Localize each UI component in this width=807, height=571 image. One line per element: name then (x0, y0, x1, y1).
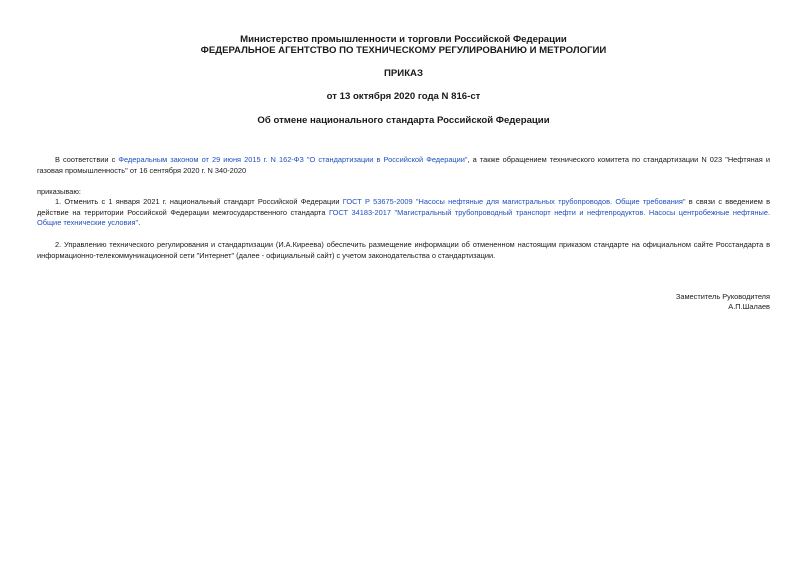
order-date: от 13 октября 2020 года N 816-ст (326, 91, 481, 102)
gost-34183-link[interactable]: ГОСТ 34183-2017 "Магистральный трубопроводный транспорт нефти и нефтепродуктов. Насосы центробежные нефтяные. Общие технические условия" (37, 207, 770, 227)
order-word: приказываю: (37, 187, 81, 196)
basis-text-2: , а также обращением технического комитета по стандартизации N 023 "Нефтяная и газовая промышленность" от 16 сентября 2020 г. N 340-2020 (37, 155, 770, 175)
order-subject: Об отмене национального стандарта Российской Федерации (257, 115, 550, 126)
agency-name: ФЕДЕРАЛЬНОЕ АГЕНТСТВО ПО ТЕХНИЧЕСКОМУ РЕГУЛИРОВАНИЮ И МЕТРОЛОГИИ (200, 45, 607, 56)
item2-text-1: 2. Управлению технического регулирования и стандартизации (И.А.Киреева) обеспечить размещение информации об отмененном настоящим приказом стандарте на официальном сайте Росстандарта в информационно-телекоммуникационной сети "Интернет" (далее - официальный сайт) с учетом законодательства о стандартизации. (37, 240, 770, 260)
federal-law-link[interactable]: Федеральным законом от 29 июня 2015 г. N 162-ФЗ "О стандартизации в Российской Федерации" (118, 155, 468, 164)
basis-paragraph (37, 155, 770, 176)
item1-text-2: в связи с введением в действие на территории Российской Федерации межгосударственного стандарта (37, 197, 771, 217)
order-item-2 (37, 240, 770, 261)
signer-position: Заместитель Руководителя (675, 292, 770, 301)
order-item-1 (37, 197, 770, 229)
gost-r-53675-link[interactable]: ГОСТ Р 53675-2009 "Насосы нефтяные для магистральных трубопроводов. Общие требования" (342, 197, 686, 206)
item1-text-1: 1. Отменить с 1 января 2021 г. национальный стандарт Российской Федерации (55, 197, 343, 206)
basis-text-1: В соответствии с (55, 155, 119, 164)
document-page (37, 0, 770, 571)
ministry-name: Министерство промышленности и торговли Российской Федерации (240, 34, 567, 45)
item1-text-3: . (138, 218, 141, 227)
order-type: ПРИКАЗ (384, 68, 423, 79)
signer-name: А.П.Шалаев (728, 302, 770, 311)
